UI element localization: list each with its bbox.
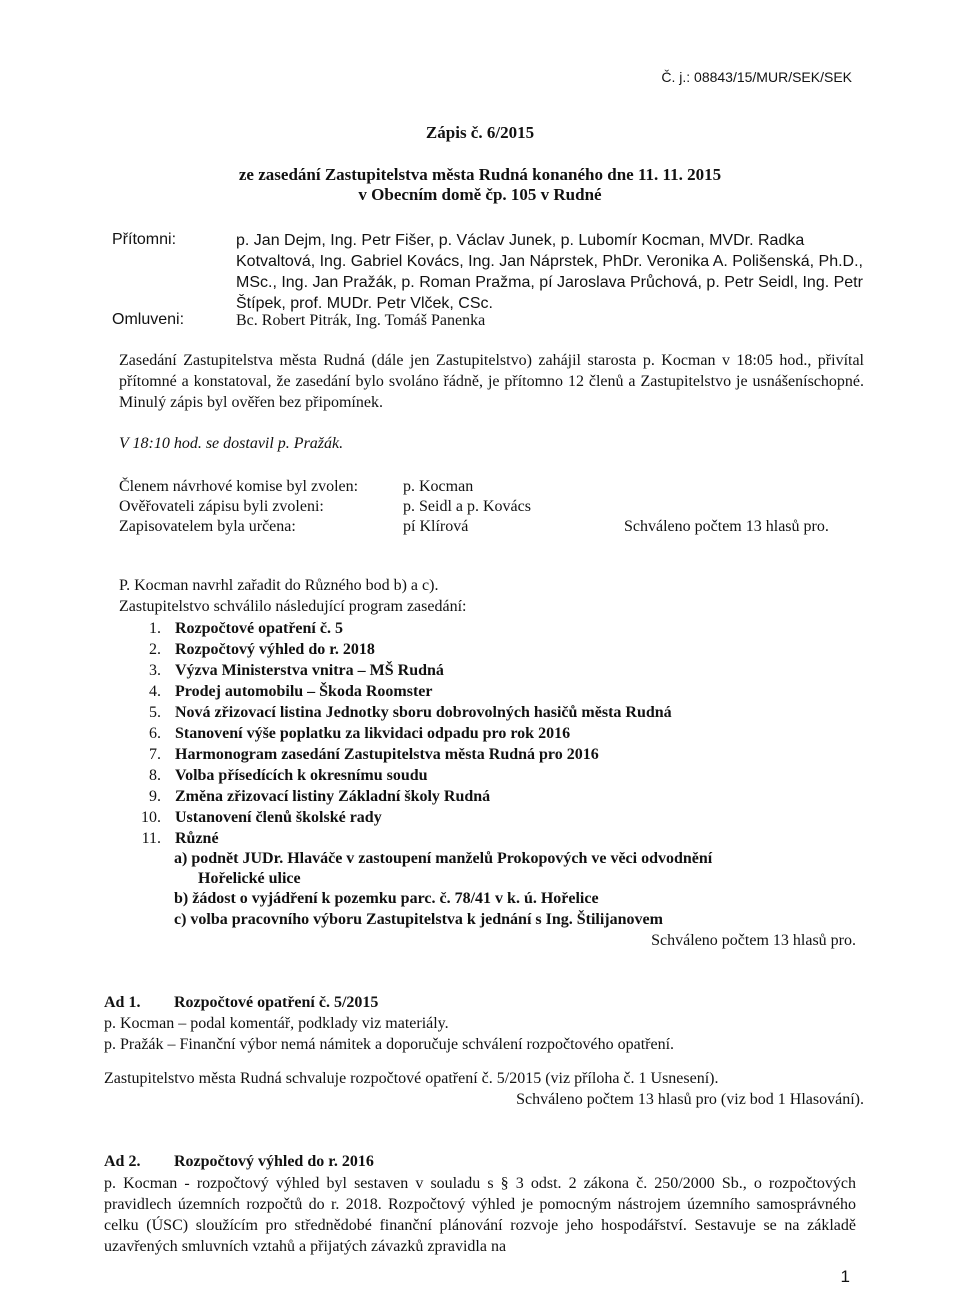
present-list: p. Jan Dejm, Ing. Petr Fišer, p. Václav Junek, p. Lubomír Kocman, MVDr. Radka Kotvaltová, Ing. Gabriel Kovács, Ing. Jan Náprstek, PhDr. Veronika A. Polišenská, Ph.D., MSc., Ing. Jan Pražák, p. Roman Pražma, pí Jaroslava Průchová, p. Petr Seidl, Ing. Petr Štípek, prof. MUDr. Petr Vlček, CSc. <box>236 232 863 312</box>
opening-paragraph: Zasedání Zastupitelstva města Rudná (dále jen Zastupitelstvo) zahájil starosta p. Kocman v 18:05 hod., přivítal přítomné a konstatoval, že zasedání bylo svoláno řádně, je přítomno 12 členů a Zastupitelstvo je usnášeníschopné. Minulý zápis byl ověřen bez připomínek. <box>119 352 864 411</box>
ad2-title: Rozpočtový výhled do r. 2016 <box>174 1153 374 1170</box>
program-approval-note: Schváleno počtem 13 hlasů pro. <box>651 932 856 949</box>
present-label: Přítomni: <box>112 231 177 248</box>
commission-label: Členem návrhové komise byl zvolen: <box>119 478 359 495</box>
ad1-title: Rozpočtové opatření č. 5/2015 <box>174 994 379 1011</box>
ad1-resolution: Zastupitelstvo města Rudná schvaluje rozpočtové opatření č. 5/2015 (viz příloha č. 1 Usnesení). <box>104 1070 719 1087</box>
verifiers-value: p. Seidl a p. Kovács <box>403 498 531 515</box>
ad1-line1: p. Kocman – podal komentář, podklady viz materiály. <box>104 1015 449 1032</box>
sub-item-a-continued: Hořelické ulice <box>198 870 301 887</box>
late-arrival-note: V 18:10 hod. se dostavil p. Pražák. <box>119 435 344 452</box>
approval-note: Schváleno počtem 13 hlasů pro. <box>624 518 829 535</box>
absent-list: Bc. Robert Pitrák, Ing. Tomáš Panenka <box>236 312 486 329</box>
reference-number: Č. j.: 08843/15/MUR/SEK/SEK <box>661 69 852 85</box>
sub-item-a: a) podnět JUDr. Hlaváče v zastoupení manželů Prokopových ve věci odvodnění <box>174 850 713 867</box>
commission-value: p. Kocman <box>403 478 474 495</box>
ad1-number: Ad 1. <box>104 994 141 1011</box>
sub-item-b: b) žádost o vyjádření k pozemku parc. č. 78/41 v k. ú. Hořelice <box>174 890 599 907</box>
program-list: 1. Rozpočtové opatření č. 5 2. Rozpočtový výhled do r. 2018 3. Výzva Ministerstva vnitra – MŠ Rudná 4. Prodej automobilu – Škoda Roomster 5. Nová zřizovací listina Jednotky sboru dobrovolných hasičů města Rudná 6. Stanovení výše poplatku za likvidaci odpadu pro rok 2016 7. Harmonogram zasedání Zastupitelstva města Rudná pro 2016 8. Volba přísedících k okresnímu soudu 9. Změna zřizovací listiny Základní školy Rudná 10. Ustanovení členů školské rady 11. Různé <box>141 620 672 847</box>
recorder-value: pí Klírová <box>403 518 469 535</box>
absent-label: Omluveni: <box>112 311 185 328</box>
ad1-approval-note: Schváleno počtem 13 hlasů pro (viz bod 1 Hlasování). <box>516 1091 864 1108</box>
proposal-line: P. Kocman navrhl zařadit do Různého bod b) a c). <box>119 577 439 594</box>
ad2-text: p. Kocman - rozpočtový výhled byl sestaven v souladu s § 3 odst. 2 zákona č. 250/2000 Sb., o rozpočtových pravidlech územních rozpočtů do r. 2018. Rozpočtový výhled je pomocným nástrojem územního samosprávného celku (ÚSC) sloužícím pro střednědobé finanční plánování rozvoje jeho hospodářství. Sestavuje se na základě uzavřených smluvních vztahů a přijatých závazků zpravidla na <box>104 1175 856 1255</box>
recorder-label: Zapisovatelem byla určena: <box>119 518 296 535</box>
sub-item-c: c) volba pracovního výboru Zastupitelstva k jednání s Ing. Štilijanovem <box>174 911 663 928</box>
ad2-number: Ad 2. <box>104 1153 141 1170</box>
document-title: Zápis č. 6/2015 <box>425 123 535 142</box>
ad1-line2: p. Pražák – Finanční výbor nemá námitek a doporučuje schválení rozpočtového opatření. <box>104 1036 675 1053</box>
document-venue: v Obecním domě čp. 105 v Rudné <box>358 185 602 204</box>
document-subtitle: ze zasedání Zastupitelstva města Rudná konaného dne 11. 11. 2015 <box>238 165 722 184</box>
page-number: 1 <box>840 1267 850 1286</box>
program-intro: Zastupitelstvo schválilo následující program zasedání: <box>119 598 467 615</box>
verifiers-label: Ověřovateli zápisu byli zvoleni: <box>119 498 324 515</box>
